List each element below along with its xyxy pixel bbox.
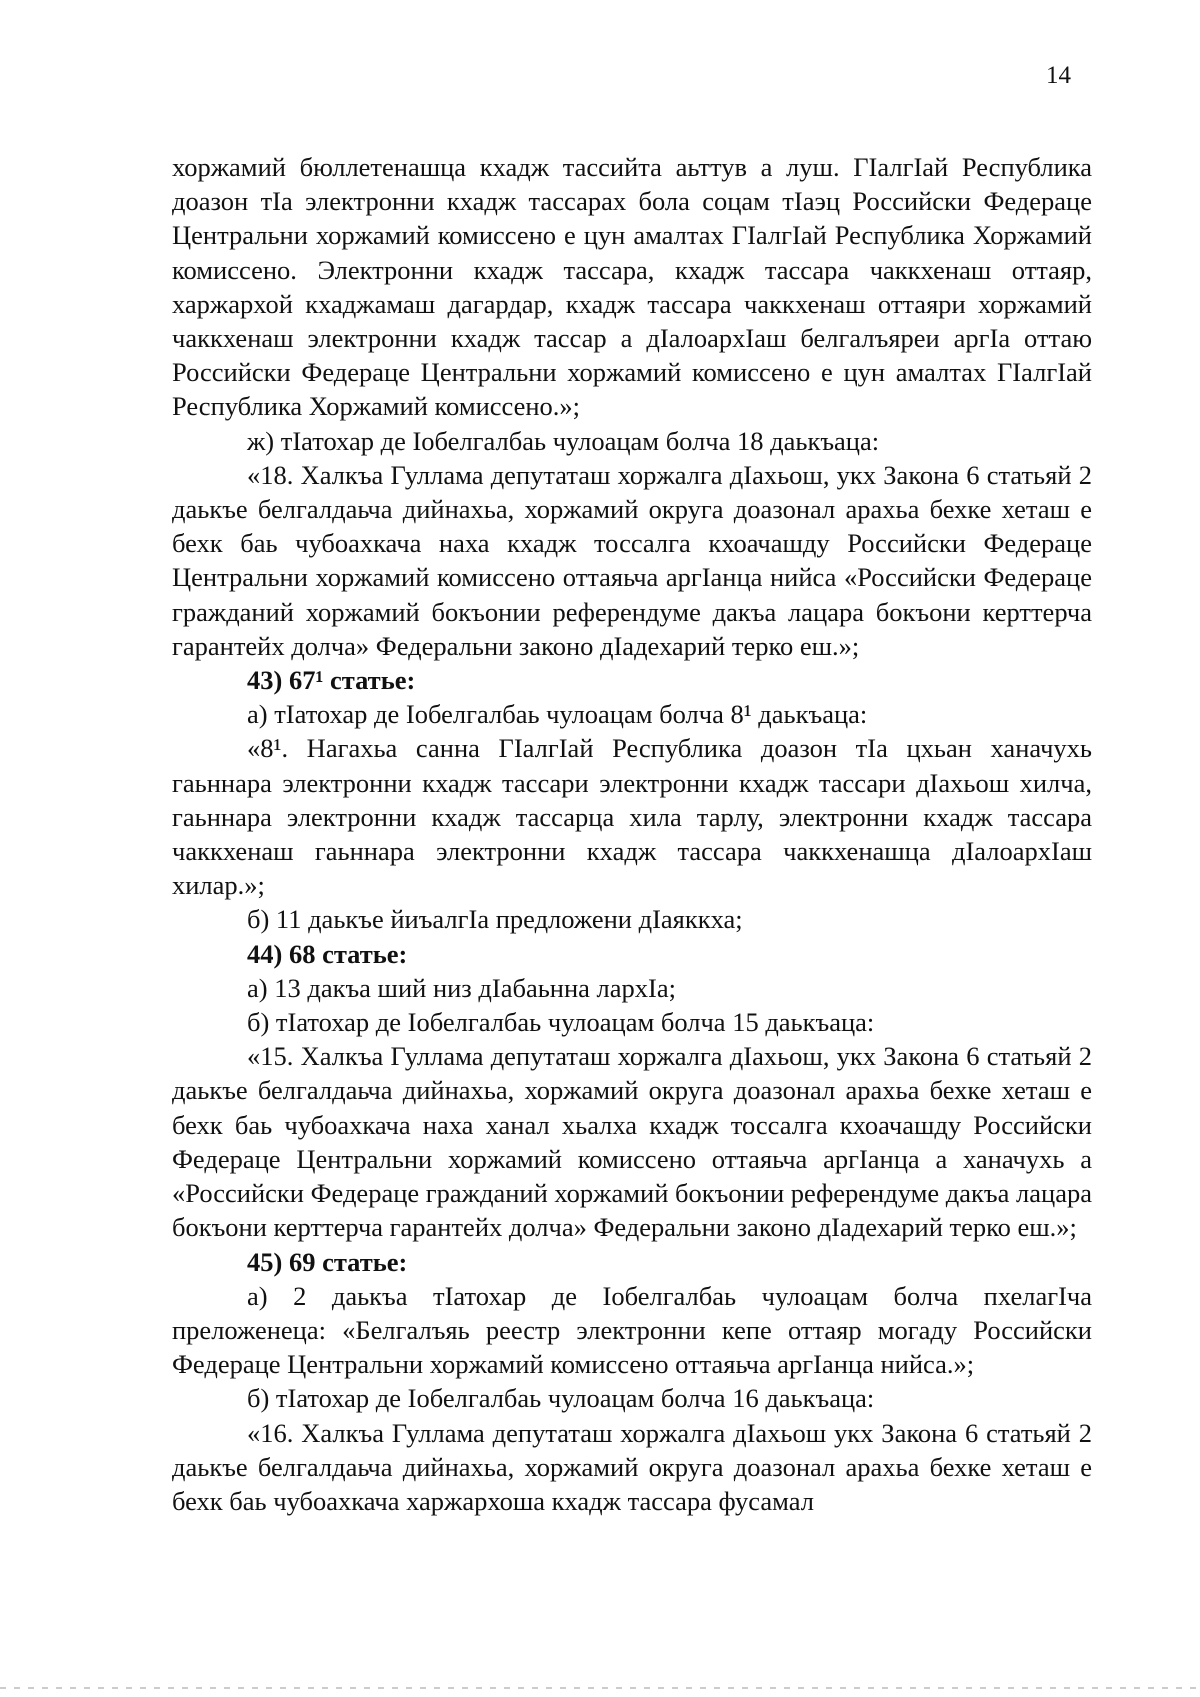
paragraph: а) тIатохар де Iобелгалбаь чулоацам болча 8¹ даькъаца:: [247, 699, 868, 730]
paragraph: «15. Халкъа Гуллама депутаташ хоржалга дIахьош, укх Закона 6 статьяй 2 даькъе белгалдаьча дийнахьа, хоржамий округа доазонал арахьа бехке хеташ е бехк баь чубоахкача наха ханал хьалха кхадж тоссалга кхоачашду Российски Федераце Центральни хоржамий комиссено оттаяьча аргIанца а ханачухь а «Российски Федераце гражданий хоржамий бокъонии референдуме дакъа лацара бокъони керттерча гарантейх долча» Федеральни законо дIадехарий терко еш.»;: [172, 1041, 1092, 1243]
section-heading: 45) 69 статье:: [247, 1246, 408, 1277]
paragraph: а) 2 даькъа тIатохар де Iобелгалбаь чулоацам болча пхелагIча преложенеца: «Белгалъяь реестр электронни кепе оттаяр могаду Российски Федераце Центральни хоржамий комиссено оттаяьча аргIанца нийса.»;: [172, 1280, 1092, 1380]
paragraph: «8¹. Нагахьа санна ГIалгIай Республика доазон тIа цхьан ханачухь гаьннара электронни кхадж тассари электронни кхадж тассари дIахьош хилча, гаьннара электронни кхадж тассарца хила тарлу, электронни кхадж тассара чаккхенаш гаьннара электронни кхадж тассара чаккхенашца дIалоархIаш хилар.»;: [172, 733, 1092, 901]
paragraph: хоржамий бюллетенашца кхадж тассийта аьттув а луш. ГIалгIай Республика доазон тIа электронни кхадж тассарах бола соцам тIаэц Российски Федераце Центральни хоржамий комиссено е цун амалтах ГIалгIай Республика Хоржамий комиссено. Электронни кхадж тассара, кхадж тассара чаккхенаш оттаяр, харжархой кхаджамаш дагардар, кхадж тассара чаккхенаш оттаяри хоржамий чаккхенаш электронни кхадж тассар а дIалоархIаш белгалъяреи аргIа оттаю Российски Федераце Центральни хоржамий комиссено е цун амалтах ГIалгIай Республика Хоржамий комиссено.»;: [172, 152, 1092, 422]
paragraph: б) 11 даькъе йиъалгIа предложени дIаяккха;: [247, 904, 743, 935]
section-heading: 44) 68 статье:: [247, 938, 408, 969]
paragraph: а) 13 дакъа ший низ дIабаьнна лархIа;: [247, 972, 676, 1003]
page-number: 14: [1046, 62, 1071, 89]
scan-edge-artifact: [0, 1687, 1200, 1689]
section-heading: 43) 67¹ статье:: [247, 665, 416, 696]
paragraph: б) тIатохар де Iобелгалбаь чулоацам болча 16 даькъаца:: [247, 1383, 875, 1414]
paragraph: ж) тIатохар де Iобелгалбаь чулоацам болча 18 даькъаца:: [247, 425, 880, 456]
paragraph: «16. Халкъа Гуллама депутаташ хоржалга дIахьош укх Закона 6 статьяй 2 даькъе белгалдаьча дийнахьа, хоржамий округа доазонал арахьа бехке хеташ е бехк баь чубоахкача харжархоша кхадж тассара фусамал: [172, 1417, 1092, 1516]
document-body: [172, 150, 1092, 1518]
paragraph: «18. Халкъа Гуллама депутаташ хоржалга дIахьош, укх Закона 6 статьяй 2 даькъе белгалдаьча дийнахьа, хоржамий округа доазонал арахьа бехке хеташ е бехк баь чубоахкача наха кхадж тоссалга кхоачашду Российски Федераце Центральни хоржамий комиссено оттаяьча аргIанца нийса «Российски Федераце гражданий хоржамий бокъонии референдуме дакъа лацара бокъони керттерча гарантейх долча» Федеральни законо дIадехарий терко еш.»;: [172, 459, 1092, 661]
paragraph: б) тIатохар де Iобелгалбаь чулоацам болча 15 даькъаца:: [247, 1007, 875, 1038]
